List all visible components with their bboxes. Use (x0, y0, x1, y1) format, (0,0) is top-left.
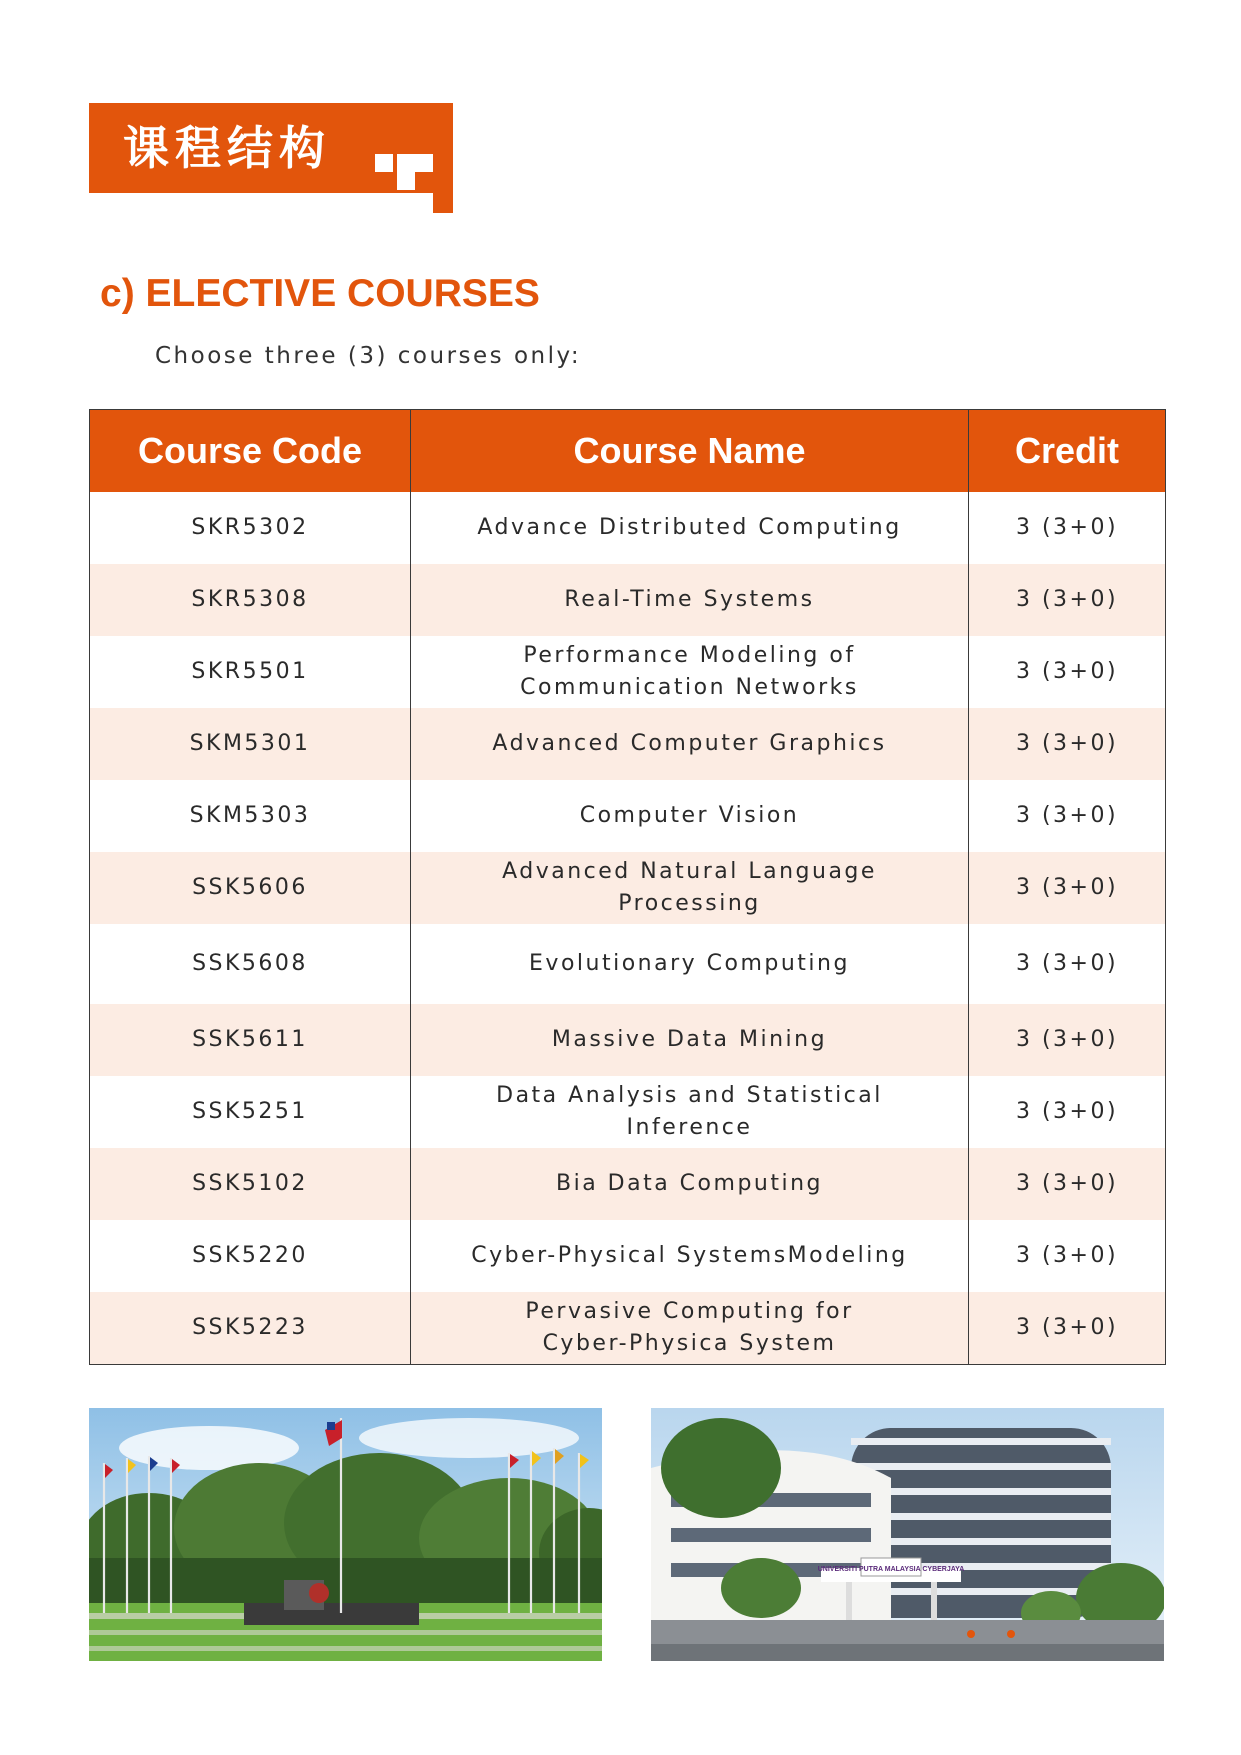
table-row (90, 1292, 1166, 1365)
course-code: SKM5303 (189, 803, 311, 828)
table-row (90, 1220, 1166, 1292)
course-name: Real-Time Systems (411, 564, 969, 636)
table-row (90, 1004, 1166, 1076)
course-name: Bia Data Computing (411, 1148, 969, 1220)
course-name: Computer Vision (411, 780, 969, 852)
header-credit: Credit (969, 410, 1166, 493)
course-name: Advanced Computer Graphics (411, 708, 969, 780)
table-row (90, 492, 1166, 564)
course-code: SSK5608 (192, 951, 308, 976)
course-code: SSK5611 (90, 1004, 411, 1076)
table-row (90, 1148, 1166, 1220)
course-credit: 3 (3+0) (969, 1004, 1166, 1076)
table-row (90, 924, 1166, 1004)
course-credit: 3 (3+0) (969, 492, 1166, 564)
courses-table (89, 409, 1166, 1365)
course-credit: 3 (3+0) (969, 852, 1166, 924)
course-credit: 3 (3+0) (969, 1076, 1166, 1148)
course-code: SKR5302 (191, 515, 309, 540)
course-name: Advance Distributed Computing (411, 492, 969, 564)
course-name: Evolutionary Computing (411, 924, 969, 1004)
course-credit: 3 (3+0) (969, 636, 1166, 708)
course-code: SKM5301 (90, 708, 411, 780)
course-credit: 3 (3+0) (969, 708, 1166, 780)
course-code: SSK5223 (90, 1292, 411, 1365)
table-header-row (90, 410, 1166, 493)
course-name: Performance Modeling of Communication Networks (411, 636, 969, 708)
building-sign: UNIVERSITI PUTRA MALAYSIA CYBERJAYA (817, 1566, 965, 1573)
course-name: Cyber-Physical SystemsModeling (411, 1220, 969, 1292)
table-row (90, 780, 1166, 852)
header-course-name: Course Name (411, 410, 969, 493)
course-code: SKR5501 (191, 659, 309, 684)
course-credit: 3 (3+0) (969, 1220, 1166, 1292)
course-credit: 3 (3+0) (969, 564, 1166, 636)
header-course-code: Course Code (90, 410, 411, 493)
table-row (90, 708, 1166, 780)
course-code: SSK5102 (90, 1148, 411, 1220)
course-name: Massive Data Mining (411, 1004, 969, 1076)
campus-building-photo (651, 1408, 1164, 1661)
course-credit: 3 (3+0) (969, 780, 1166, 852)
course-name: Advanced Natural Language Processing (411, 852, 969, 924)
course-name: Pervasive Computing for Cyber-Physica System (411, 1292, 969, 1365)
table-row (90, 852, 1166, 924)
course-name: Data Analysis and Statistical Inference (411, 1076, 969, 1148)
campus-flags-photo (89, 1408, 602, 1661)
table-row (90, 1076, 1166, 1148)
banner-title: 课程结构 (123, 121, 331, 175)
table-row (90, 564, 1166, 636)
table-row (90, 636, 1166, 708)
course-credit: 3 (3+0) (969, 1292, 1166, 1365)
course-credit: 3 (3+0) (969, 924, 1166, 1004)
course-code: SSK5251 (192, 1099, 308, 1124)
course-code: SKR5308 (90, 564, 411, 636)
section-title: c) ELECTIVE COURSES (100, 272, 540, 315)
course-code: SSK5606 (90, 852, 411, 924)
section-subtitle: Choose three (3) courses only: (155, 343, 582, 369)
course-credit: 3 (3+0) (969, 1148, 1166, 1220)
course-code: SSK5220 (192, 1243, 308, 1268)
